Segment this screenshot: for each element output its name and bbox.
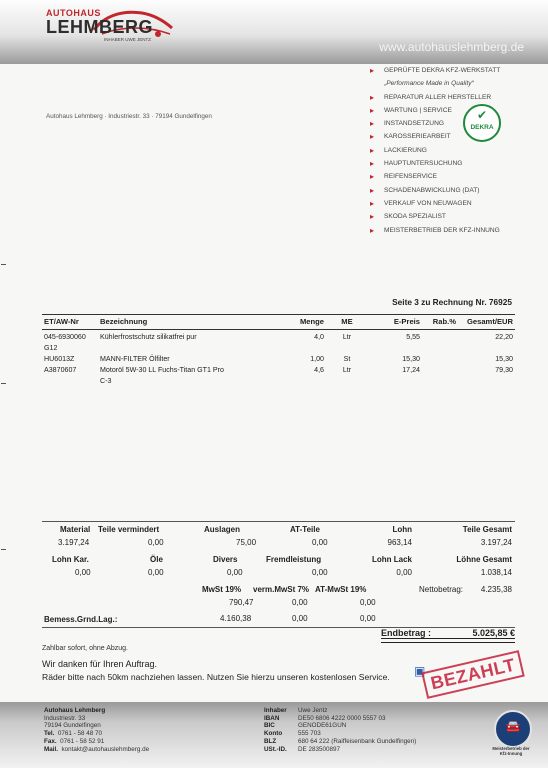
col-unit-header: ME [326,315,368,330]
sender-address-line: Autohaus Lehmberg · Industriestr. 33 · 79194 Gundelfingen [46,113,212,120]
oele-value: 0,00 [148,568,164,577]
dekra-check-icon: ✔ [476,108,488,122]
page-and-invoice-number: Seite 3 zu Rechnung Nr. 76925 [392,297,512,307]
footer-company: Autohaus Lehmberg [44,707,106,714]
invoice-items-table [42,314,515,385]
col-desc-header: Bezeichnung [98,315,278,330]
oele-label: Öle [150,555,163,564]
thanks-text: Wir danken für Ihren Auftrag. [42,659,158,669]
teile-gesamt-label: Teile Gesamt [462,525,512,534]
lohn-label: Lohn [392,525,412,534]
footer-bank-labels: Inhaber IBAN BIC Konto BLZ USt.-ID. [264,707,287,753]
lohn-value: 963,14 [387,538,412,547]
lohn-kar-value: 0,00 [75,568,91,577]
website-url[interactable]: www.autohauslehmberg.de [379,40,524,54]
arrow-bullet-icon: ▸ [370,185,375,195]
innung-badge [494,710,532,748]
arrow-bullet-icon: ▸ [370,172,375,182]
services-list [364,64,500,237]
service-item: ▸ KAROSSERIEARBEIT [364,130,500,143]
bemess-value-2: 0,00 [292,614,308,623]
innung-badge-caption: Meisterbetrieb der Kfz-Innung [492,746,530,756]
service-item: ▸ HAUPTUNTERSUCHUNG [364,157,500,170]
arrow-bullet-icon: ▸ [370,198,375,208]
arrow-bullet-icon: ▸ [370,119,375,129]
wheel-reminder-text: Räder bitte nach 50km nachziehen lassen. Nutzen Sie hierzu unseren kostenlosen Service. [42,672,390,682]
auslagen-value: 75,00 [236,538,257,547]
material-value: 3.197,24 [58,538,90,547]
car-badge-icon: 🚘 [505,719,521,733]
logo-autohaus-text: AUTOHAUS [46,8,101,18]
logo-owner-line: INHABER UWE JENTZ [104,37,152,42]
service-item: ▸ GEPRÜFTE DEKRA KFZ-WERKSTATT [364,64,500,77]
bemess-value-1: 4.160,38 [220,614,252,623]
table-row: 045-6930060 Kühlerfrostschutz silikatfrei pur 4,0 Ltr 5,55 22,20 [44,333,513,341]
arrow-bullet-icon: ▸ [370,105,375,115]
footer-fax: 0761 - 58 52 91 [60,737,105,745]
service-item: ▸ REIFENSERVICE [364,170,500,183]
at-teile-value: 0,00 [312,538,328,547]
paid-stamp: BEZAHLT [421,650,525,699]
verm-mwst7-label: verm.MwSt 7% [253,585,310,594]
divers-label: Divers [213,555,238,564]
arrow-bullet-icon: ▸ [370,132,375,142]
service-item: ▸ WARTUNG | SERVICE [364,104,500,117]
footer-bank-values: Uwe Jentz DE50 6806 4222 0000 5557 03 GENODE61GUN 555 703 680 64 222 (Raiffeisenbank Gundelfingen) DE 283500897 [298,707,417,753]
service-item: „Performance Made in Quality“ [384,80,474,88]
service-item: ▸ SKODA SPEZIALIST [364,210,500,223]
verm-mwst7-value: 0,00 [292,598,308,607]
table-row: G12 [44,344,58,352]
endbetrag-amount: 5.025,85 € [472,628,515,638]
material-label: Material [60,525,91,534]
lohn-lack-label: Lohn Lack [371,555,412,564]
col-total-header: Gesamt/EUR [458,315,515,330]
endbetrag-line [381,628,515,639]
at-teile-label: AT-Teile [290,525,320,534]
endbetrag-underline [381,642,515,643]
loehne-gesamt-label: Löhne Gesamt [456,555,512,564]
logo-company-name: LEHMBERG [46,17,153,37]
arrow-bullet-icon: ▸ [370,225,375,235]
col-art-header: ET/AW-Nr [42,315,98,330]
loehne-gesamt-value: 1.038,14 [480,568,512,577]
service-item: ▸ VERKAUF VON NEUWAGEN [364,197,500,210]
footer-street: Industriestr. 33 [44,714,86,722]
footer-tel: 0761 - 58 48 70 [57,730,103,738]
service-item: ▸ SCHADENABWICKLUNG (DAT) [364,184,500,197]
footer-mail[interactable]: kontakt@autohauslehmberg.de [61,745,150,753]
col-price-header: E-Preis [368,315,422,330]
footer-city: 79194 Gundelfingen [44,722,101,730]
col-qty-header: Menge [278,315,326,330]
service-item: ▸ MEISTERBETRIEB DER KFZ-INNUNG [364,224,500,237]
nettobetrag-value: 4.235,38 [480,585,512,594]
mwst19-label: MwSt 19% [202,585,242,594]
col-disc-header: Rab.% [422,315,458,330]
fold-mark [1,264,6,265]
fremdleistung-label: Fremdleistung [266,555,322,564]
at-mwst19-value: 0,00 [360,598,376,607]
arrow-bullet-icon: ▸ [370,159,375,169]
stamp-logo-icon: ▣ [414,664,426,678]
fremdleistung-value: 0,00 [312,568,328,577]
bemess-label: Bemess.Grnd.Lag.: [44,615,118,624]
nettobetrag-label: Nettobetrag: [419,585,464,594]
invoice-summary [42,521,515,628]
table-row: A3870607 Motoröl 5W-30 LL Fuchs-Titan GT1 Pro 4,6 Ltr 17,24 79,30 [44,366,513,374]
arrow-bullet-icon: ▸ [370,66,375,75]
footer-address: Autohaus Lehmberg Industriestr. 33 79194 Gundelfingen Tel. 0761 - 58 48 70 Fax. 0761 - 58 52 91 Mail. kontakt@autohauslehmberg.de [44,707,150,753]
at-mwst19-label: AT-MwSt 19% [315,585,367,594]
divers-value: 0,00 [227,568,243,577]
dekra-seal: ✔ DEKRA [463,104,501,142]
table-row: HU6013Z MANN-FILTER Ölfilter 1,00 St 15,30 15,30 [44,355,513,363]
payment-terms: Zahlbar sofort, ohne Abzug. [42,645,128,652]
service-item: ▸ LACKIERUNG [364,144,500,157]
letterhead-banner [0,0,548,64]
arrow-bullet-icon: ▸ [370,92,375,102]
arrow-bullet-icon: ▸ [370,145,375,155]
auslagen-label: Auslagen [204,525,241,534]
table-header-row [42,315,515,330]
teile-vermindert-value: 0,00 [148,538,164,547]
fold-mark [1,383,6,384]
arrow-bullet-icon: ▸ [370,212,375,222]
service-item: ▸ REPARATUR ALLER HERSTELLER [364,91,500,104]
table-row: C-3 [100,377,112,385]
fold-mark [1,549,6,550]
teile-vermindert-label: Teile vermindert [98,525,160,534]
lohn-kar-label: Lohn Kar. [52,555,89,564]
teile-gesamt-value: 3.197,24 [480,538,512,547]
bemess-value-3: 0,00 [360,614,376,623]
endbetrag-label: Endbetrag : [381,628,432,638]
lohn-lack-value: 0,00 [396,568,412,577]
mwst19-value: 790,47 [229,598,254,607]
service-item: ▸ INSTANDSETZUNG [364,117,500,130]
